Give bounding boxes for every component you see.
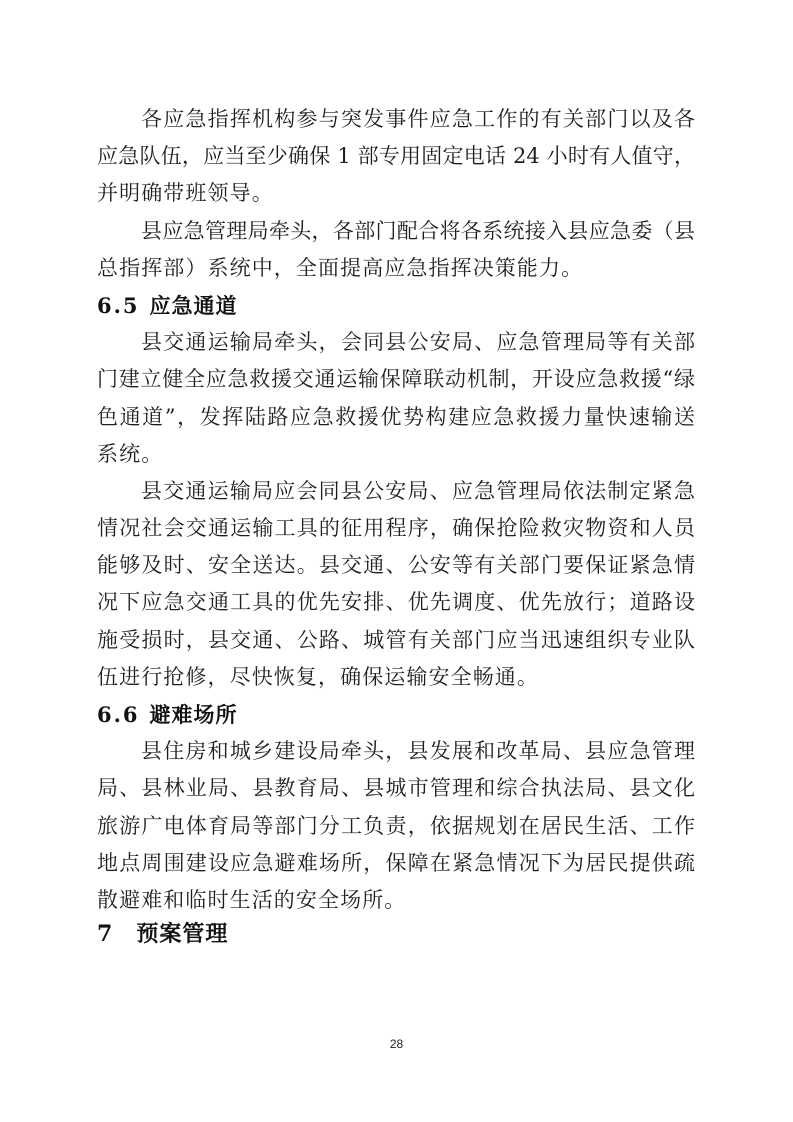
paragraph-line: 施受损时，县交通、公路、城管有关部门应当迅速组织专业队 (97, 627, 695, 652)
paragraph-line: 并明确带班领导。 (97, 181, 274, 206)
paragraph-line: 应急队伍，应当至少确保 1 部专用固定电话 24 小时有人值守， (97, 144, 695, 169)
chapter-heading-7 (97, 919, 695, 949)
paragraph-line: 县交通运输局牵头，会同县公安局、应急管理局等有关部 (141, 330, 695, 355)
paragraph-line: 旅游广电体育局等部门分工负责，依据规划在居民生活、工作 (97, 813, 695, 838)
section-number: 6.6 (97, 702, 140, 727)
paragraph-line: 县住房和城乡建设局牵头，县发展和改革局、县应急管理 (141, 739, 695, 764)
paragraph-line: 色通道”，发挥陆路应急救援优势构建应急救援力量快速输送 (97, 404, 695, 429)
paragraph-line: 局、县林业局、县教育局、县城市管理和综合执法局、县文化 (97, 776, 695, 801)
chapter-title: 预案管理 (136, 921, 229, 948)
paragraph-line: 能够及时、安全送达。县交通、公安等有关部门要保证紧急情 (97, 553, 695, 578)
section-title: 应急通道 (149, 292, 238, 318)
paragraph-line: 各应急指挥机构参与突发事件应急工作的有关部门以及各 (141, 107, 695, 131)
section-heading-6-5 (97, 287, 695, 324)
paragraph-line: 地点周围建设应急避难场所，保障在紧急情况下为居民提供疏 (97, 850, 695, 875)
paragraph-line: 况下应急交通工具的优先安排、优先调度、优先放行；道路设 (97, 590, 695, 615)
section-title: 避难场所 (149, 702, 238, 727)
section-heading-6-6 (97, 696, 695, 733)
chapter-number: 7 (97, 921, 115, 948)
paragraph-line: 总指挥部）系统中，全面提高应急指挥决策能力。 (97, 255, 584, 280)
page-body (97, 101, 695, 949)
paragraph-line: 县应急管理局牵头，各部门配合将各系统接入县应急委（县 (141, 218, 695, 243)
paragraph-line: 伍进行抢修，尽快恢复，确保运输安全畅通。 (97, 664, 539, 689)
section-number: 6.5 (97, 292, 140, 318)
paragraph-line: 散避难和临时生活的安全场所。 (97, 887, 407, 912)
paragraph-line: 门建立健全应急救援交通运输保障联动机制，开设应急救援“绿 (97, 367, 695, 392)
paragraph-line: 县交通运输局应会同县公安局、应急管理局依法制定紧急 (141, 478, 695, 503)
page-number: 28 (389, 1037, 404, 1051)
paragraph-line: 情况社会交通运输工具的征用程序，确保抢险救灾物资和人员 (97, 516, 695, 541)
paragraph-line: 系统。 (97, 441, 164, 466)
